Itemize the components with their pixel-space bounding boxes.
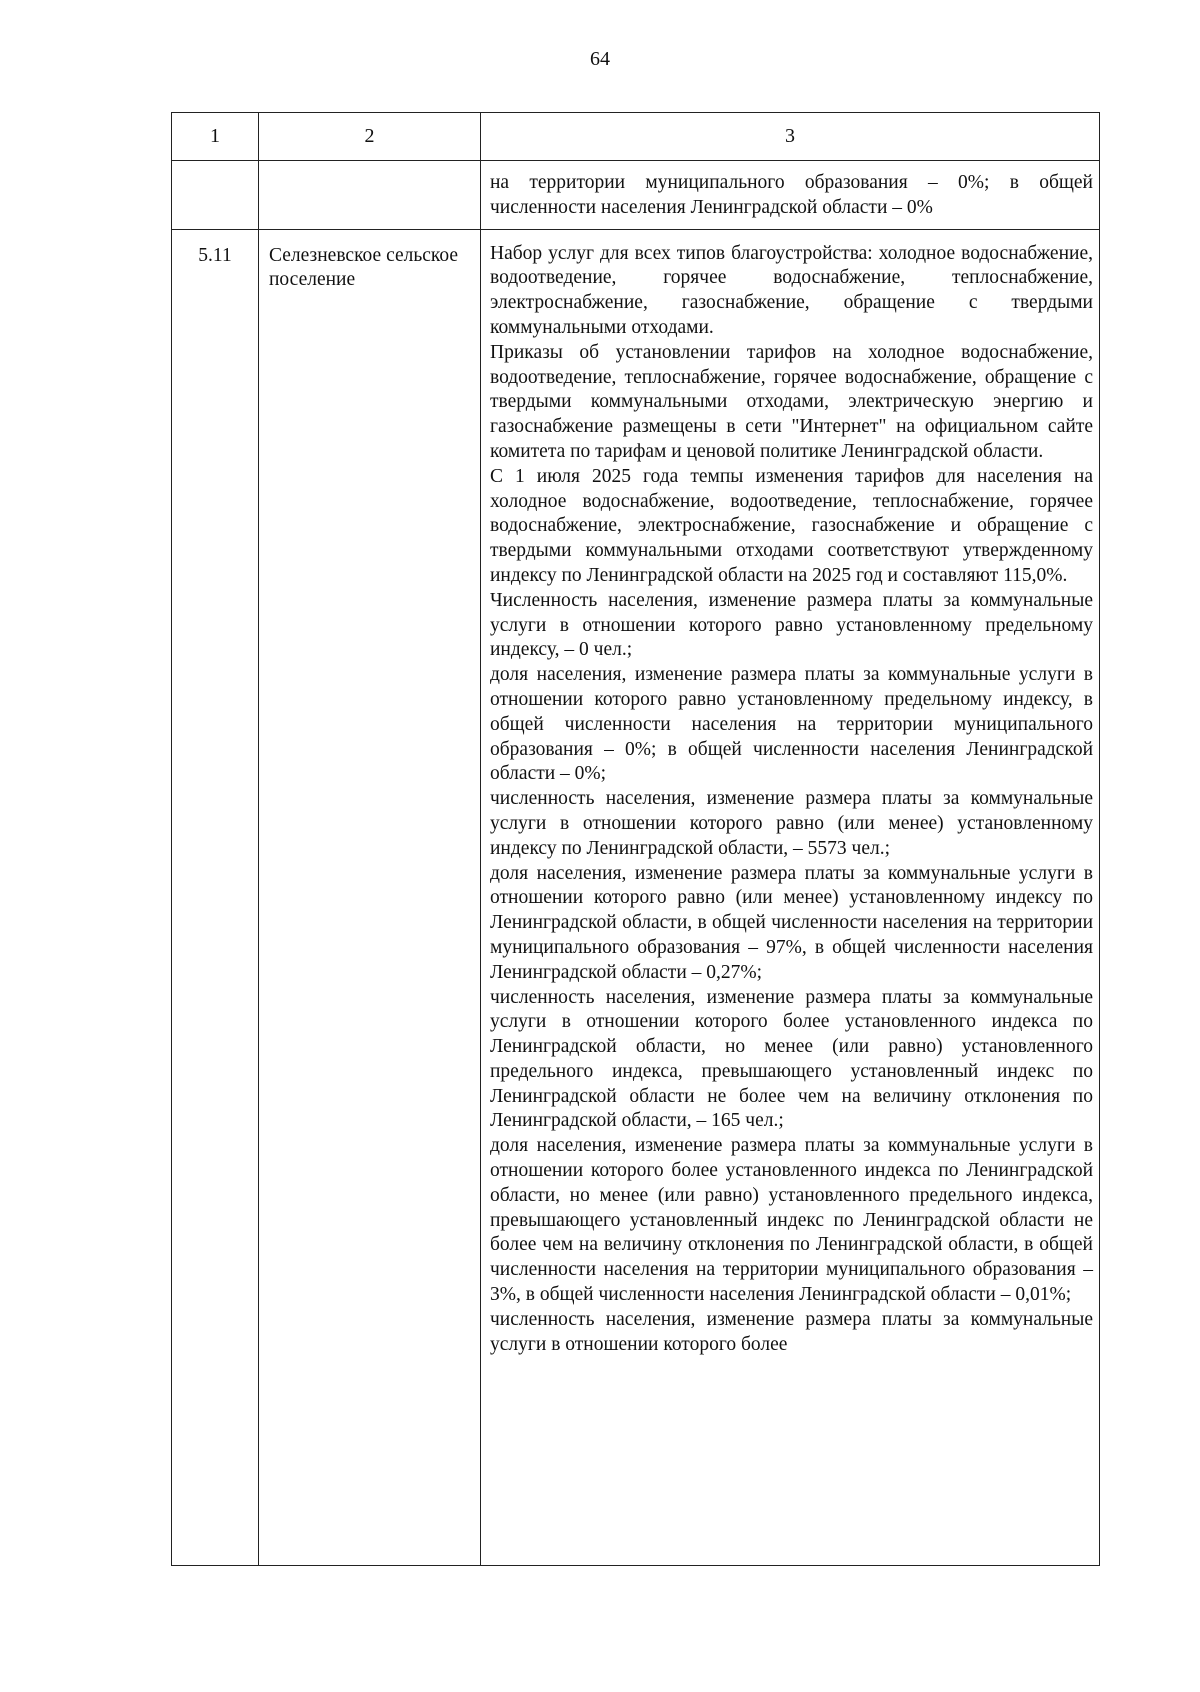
continuation-cell-3	[481, 161, 1100, 230]
row-description	[481, 230, 1099, 1358]
settlement-name: Селезневское сельское поселение	[259, 229, 481, 1565]
continuation-text: на территории муниципального образования – 0%; в общей численности населения Ленинградской области – 0%	[490, 172, 1093, 218]
paragraph-share-regional-index: доля населения, изменение размера платы за коммунальные услуги в отношении которого равно (или менее) установленному индексу по Ленинградской области, в общей численности населения на территории муниципального образования – 97%, в общей численности населения Ленинградской области – 0,27%;	[490, 862, 1093, 983]
table-header-row	[172, 113, 1100, 161]
table-row	[172, 229, 1100, 1565]
row-description-cell	[481, 229, 1100, 1565]
column-header-2: 2	[259, 113, 481, 161]
continuation-cell-2	[259, 161, 481, 230]
paragraph-share-limit-index: доля населения, изменение размера платы за коммунальные услуги в отношении которого равно установленному предельному индексу, в общей численности населения на территории муниципального образования – 0%; в общей численности населения Ленинградской области – 0%;	[490, 664, 1093, 785]
page-number: 64	[590, 48, 610, 70]
column-header-1: 1	[172, 113, 259, 161]
tariff-table	[171, 112, 1100, 1566]
row-number: 5.11	[172, 229, 259, 1565]
paragraph-tariff-rates: С 1 июля 2025 года темпы изменения тарифов для населения на холодное водоснабжение, водоотведение, теплоснабжение, горячее водоснабжение, электроснабжение, газоснабжение и обращение с твердыми коммунальными отходами соответствуют утвержденному индексу по Ленинградской области на 2025 год и составляют 115,0%.	[490, 465, 1093, 586]
paragraph-population-continued: численность населения, изменение размера платы за коммунальные услуги в отношении которого более	[490, 1308, 1093, 1355]
paragraph-population-limit-index: Численность населения, изменение размера платы за коммунальные услуги в отношении которого равно установленному предельному индексу, – 0 чел.;	[490, 589, 1093, 661]
continuation-row	[172, 161, 1100, 230]
paragraph-share-above-index: доля населения, изменение размера платы за коммунальные услуги в отношении которого более установленного индекса по Ленинградской области, но менее (или равно) установленного предельного индекса, превышающего установленный индекс по Ленинградской области не более чем на величину отклонения по Ленинградской области, в общей численности населения на территории муниципального образования – 3%, в общей численности населения Ленинградской области – 0,01%;	[490, 1135, 1093, 1306]
paragraph-services: Набор услуг для всех типов благоустройства: холодное водоснабжение, водоотведение, горячее водоснабжение, теплоснабжение, электроснабжение, газоснабжение, обращение с твердыми коммунальными отходами.	[490, 242, 1093, 338]
paragraph-population-above-index: численность населения, изменение размера платы за коммунальные услуги в отношении которого более установленного индекса по Ленинградской области, но менее (или равно) установленного предельного индекса, превышающего установленный индекс по Ленинградской области не более чем на величину отклонения по Ленинградской области, – 165 чел.;	[490, 986, 1093, 1132]
column-header-3: 3	[481, 113, 1100, 161]
paragraph-orders: Приказы об установлении тарифов на холодное водоснабжение, водоотведение, теплоснабжение, горячее водоснабжение, обращение с твердыми коммунальными отходами, электрическую энергию и газоснабжение размещены в сети "Интернет" на официальном сайте комитета по тарифам и ценовой политике Ленинградской области.	[490, 341, 1093, 462]
continuation-cell-1	[172, 161, 259, 230]
paragraph-population-regional-index: численность населения, изменение размера платы за коммунальные услуги в отношении которого равно (или менее) установленному индексу по Ленинградской области, – 5573 чел.;	[490, 788, 1093, 859]
